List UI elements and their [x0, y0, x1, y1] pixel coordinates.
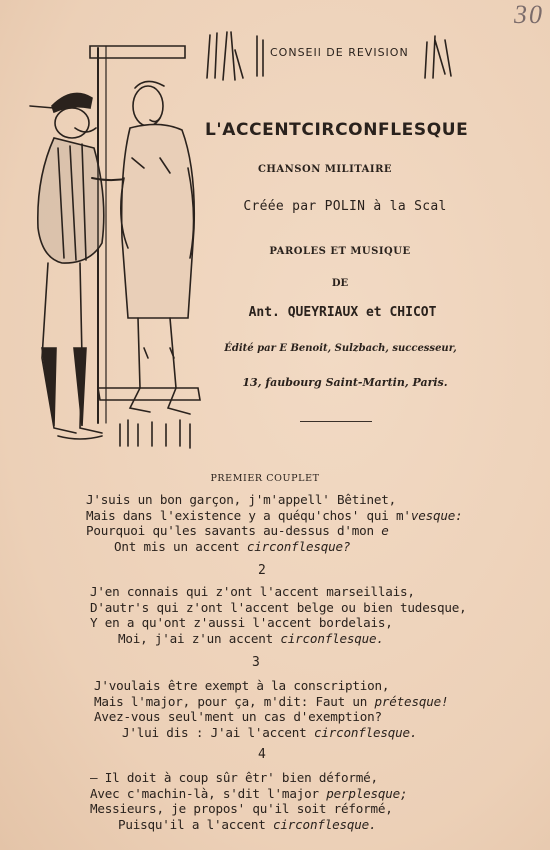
song-title: L'ACCENTCIRCONFLESQUE	[205, 120, 469, 140]
de-label: DE	[331, 278, 349, 289]
verse-line: Avec c'machin-là, s'dit l'major perplesque;	[90, 785, 408, 801]
verse-line: Avez-vous seul'ment un cas d'exemption?	[94, 709, 382, 724]
verse-line: Moi, j'ai z'un accent circonflesque.	[118, 630, 384, 646]
verse-line: Pourquoi qu'les savants au-dessus d'mon e	[86, 523, 389, 538]
divider-rule	[300, 421, 372, 422]
verse-line: D'autr's qui z'ont l'accent belge ou bien tudesque,	[90, 599, 467, 615]
verse-line: Y en a qu'ont z'aussi l'accent bordelais,	[90, 615, 393, 630]
verse-line: J'lui dis : J'ai l'accent circonflesque.	[122, 724, 418, 740]
verse-line: Messieurs, je propos' qu'il soit réformé,	[90, 801, 393, 816]
verse-line: J'en connais qui z'ont l'accent marseillais,	[90, 584, 415, 599]
sign-text: CONSEIl DE REVISION	[270, 46, 409, 59]
verse-line: Ont mis un accent circonflesque?	[114, 538, 351, 554]
editor-line-2: 13, faubourg Saint-Martin, Paris.	[242, 376, 448, 389]
verse-4	[90, 770, 407, 832]
verse-line: Mais l'major, pour ça, m'dit: Faut un prétesque!	[94, 693, 449, 709]
verse-3	[94, 678, 448, 740]
verse-line: J'suis un bon garçon, j'm'appell' Bêtinet,	[86, 492, 397, 507]
verse-number-4: 4	[258, 747, 266, 762]
editor-line-1: Édité par E Benoit, Sulzbach, successeur,	[224, 343, 457, 354]
verse-line: Mais dans l'existence y a quéqu'chos' qui m'vesque:	[86, 507, 463, 523]
verse-number-2: 2	[258, 563, 266, 578]
paroles-musique: PAROLES ET MUSIQUE	[269, 246, 411, 257]
authors: Ant. QUEYRIAUX et CHICOT	[248, 305, 437, 320]
couplet-heading: PREMIER COUPLET	[210, 473, 320, 484]
verse-line: — Il doit à coup sûr êtr' bien déformé,	[90, 770, 378, 785]
verse-line: Puisqu'il a l'accent circonflesque.	[118, 816, 377, 832]
created-by: Créée par POLIN à la Scal	[243, 199, 447, 214]
verse-2	[90, 584, 467, 646]
verse-line: J'voulais être exempt à la conscription,	[94, 678, 390, 693]
page-number: 30	[514, 0, 544, 29]
verse-number-3: 3	[252, 655, 260, 670]
song-subtitle: CHANSON MILITAIRE	[257, 164, 393, 175]
conscript-illustration	[20, 28, 220, 453]
verse-1	[86, 492, 463, 554]
